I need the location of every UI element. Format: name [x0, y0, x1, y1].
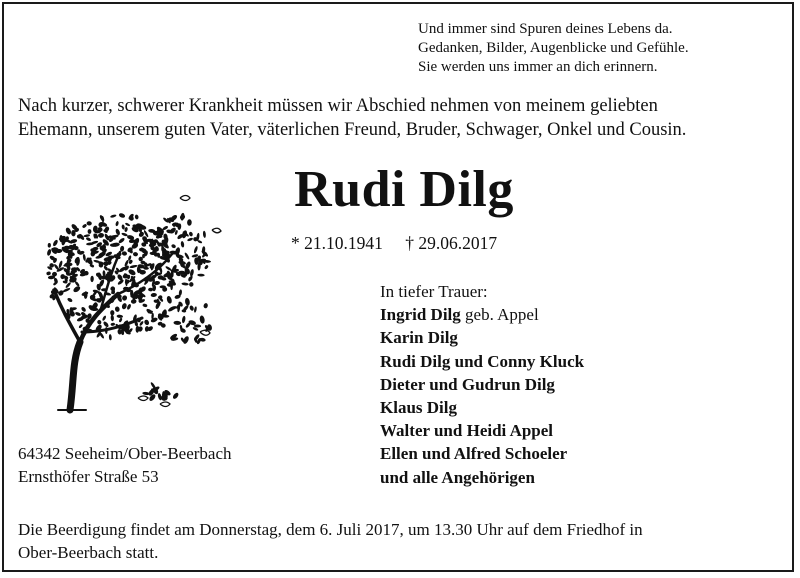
mourners-list: [380, 280, 584, 489]
mourner-name-bold: Ingrid Dilg: [380, 305, 461, 325]
leaf: [189, 269, 194, 277]
leaf: [180, 213, 185, 221]
leaf: [184, 298, 190, 306]
leaf: [46, 249, 51, 257]
leaf: [88, 229, 92, 234]
leaf: [52, 239, 59, 247]
family-address: [18, 442, 232, 488]
leaf: [203, 303, 208, 309]
leaf: [189, 305, 195, 311]
leaf: [122, 251, 128, 256]
leaf: [194, 306, 198, 313]
leaf: [78, 324, 83, 329]
leaf: [72, 285, 81, 293]
leaf: [187, 219, 192, 226]
quote-line: Und immer sind Spuren deines Lebens da.: [418, 21, 673, 37]
leaf: [65, 227, 72, 235]
leaf: [129, 264, 138, 268]
leaf: [46, 271, 51, 275]
leaf: [83, 327, 89, 332]
deceased-name: Rudi Dilg: [294, 161, 514, 218]
leaf: [82, 223, 88, 228]
leaf: [118, 237, 126, 244]
leaf: [48, 243, 51, 248]
leaf: [174, 247, 180, 256]
leaf: [199, 315, 205, 324]
leaf: [67, 297, 73, 303]
leaf: [58, 260, 63, 268]
leaf: [105, 327, 108, 334]
death-date: † 29.06.2017: [405, 233, 498, 253]
leaf: [115, 228, 121, 236]
mourner-name: Klaus Dilg: [380, 398, 457, 418]
leaf: [110, 322, 115, 326]
leaf: [102, 321, 109, 328]
leaf: [86, 221, 91, 226]
life-dates: [291, 233, 497, 254]
leaf: [197, 274, 204, 277]
leaf: [194, 324, 201, 327]
leaf: [121, 224, 125, 229]
leaf: [102, 315, 107, 321]
announcement-text: [18, 94, 788, 142]
leaf: [143, 319, 150, 326]
leaf: [102, 270, 105, 276]
announcement-line: Nach kurzer, schwerer Krankheit müssen wir Abschied nehmen von meinem geliebten: [18, 96, 658, 116]
maiden-name: geb. Appel: [460, 305, 539, 325]
address-line: Ernsthöfer Straße 53: [18, 467, 159, 486]
leaf: [126, 303, 131, 310]
leaf: [181, 282, 188, 286]
mourners-heading: In tiefer Trauer:: [380, 282, 488, 301]
leaf: [142, 303, 148, 308]
leaf: [82, 254, 86, 261]
leaf: [184, 252, 190, 260]
leaf: [193, 246, 198, 254]
leaf: [133, 252, 139, 257]
leaf: [157, 253, 160, 258]
memorial-quote: [418, 20, 788, 77]
leaf: [181, 316, 185, 324]
leaf: [189, 282, 194, 287]
leaf: [188, 231, 193, 237]
leaf: [171, 244, 177, 249]
leaf: [110, 315, 114, 322]
leaf: [121, 303, 127, 310]
address-line: 64342 Seeheim/Ober-Beerbach: [18, 444, 232, 463]
leaf: [62, 287, 71, 293]
leaf: [125, 222, 131, 227]
leaf: [121, 232, 128, 237]
leaf: [114, 306, 120, 312]
leaf: [81, 306, 87, 312]
leaf: [75, 311, 82, 316]
leaf: [134, 214, 138, 219]
leaf: [173, 321, 181, 326]
leaf: [166, 295, 173, 304]
leaf: [150, 317, 158, 323]
funeral-line: Ober-Beerbach statt.: [18, 543, 159, 562]
leaf: [203, 231, 207, 238]
birth-date: * 21.10.1941: [291, 233, 383, 253]
leaf: [138, 257, 142, 261]
mourner-name: Ellen und Alfred Schoeler: [380, 444, 568, 464]
mourner-name: [380, 303, 584, 326]
leaf: [131, 299, 137, 304]
leaf: [142, 254, 145, 258]
mourner-name: Dieter und Gudrun Dilg: [380, 374, 555, 394]
funeral-notice: [18, 518, 788, 564]
leaf: [110, 310, 114, 315]
leaf: [115, 221, 119, 227]
leaf: [172, 392, 180, 400]
leaf: [204, 264, 209, 269]
mourner-name: Karin Dilg: [380, 328, 458, 348]
leaf: [121, 295, 128, 302]
mourner-name: und alle Angehörigen: [380, 467, 535, 487]
funeral-line: Die Beerdigung findet am Donnerstag, dem 6. Juli 2017, um 13.30 Uhr auf dem Friedhof in: [18, 520, 643, 539]
leaf: [104, 257, 112, 261]
quote-line: Gedanken, Bilder, Augenblicke und Gefühle.: [418, 40, 689, 56]
mourner-name: Walter und Heidi Appel: [380, 421, 554, 441]
leaf: [110, 214, 117, 218]
mourner-name: Rudi Dilg und Conny Kluck: [380, 351, 585, 371]
leaf: [83, 234, 90, 238]
leaf: [98, 233, 105, 239]
windblown-tree-icon: [40, 182, 240, 422]
leaf: [97, 319, 102, 325]
leaf: [118, 212, 126, 218]
leaf: [165, 266, 172, 272]
quote-line: Sie werden uns immer an dich erinnern.: [418, 59, 658, 75]
announcement-line: Ehemann, unserem guten Vater, väterlichen Freund, Bruder, Schwager, Onkel und Cousin.: [18, 120, 687, 140]
leaf: [187, 237, 194, 241]
leaf: [118, 317, 122, 322]
leaf: [85, 237, 91, 242]
leaf: [150, 293, 157, 298]
leaf: [143, 267, 149, 270]
leaf: [90, 276, 94, 282]
leaf: [109, 334, 112, 340]
leaf: [180, 241, 184, 248]
leaf: [116, 314, 123, 318]
